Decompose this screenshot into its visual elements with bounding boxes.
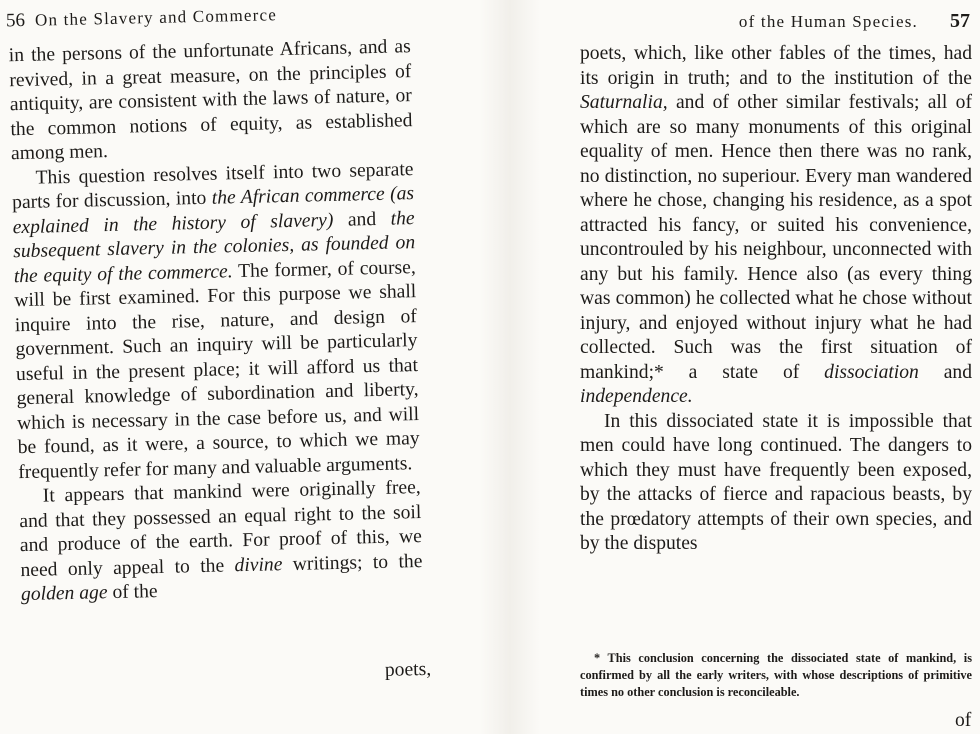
italic-run: dissociation <box>824 361 919 383</box>
paragraph <box>19 476 424 608</box>
footnote-text: This conclusion concerning the dissociated state of mankind, is confirmed by all the early writers, with whose descriptions of primitive times no other conclusion is reconcileable. <box>580 651 972 699</box>
left-catchword: poets, <box>384 658 432 681</box>
right-body-text <box>580 42 972 557</box>
footnote-mark: * <box>594 651 601 665</box>
left-running-head <box>6 1 401 32</box>
right-page <box>560 0 980 734</box>
italic-run: the African commerce (as explained in the history of slavery) <box>12 183 415 238</box>
text-run: and <box>333 208 391 231</box>
left-page <box>0 0 456 734</box>
text-run: The former, of course, will be first examined. For this purpose we shall inquire into the rise, nature, and design of government. Such an inquiry will be particularly useful in the present place; it will afford us that general knowledge of subordination and liberty, which is necessary in the case before us, and will be found, as it were, a source, to which we may frequently refer for many and valuable arguments. <box>14 256 420 483</box>
left-body-text <box>9 35 424 607</box>
paragraph: in the persons of the unfortunate Africans, and as revived, in a great measure, on the principles of antiquity, are consistent with the laws of nature, or the common notions of equity, as established among men. <box>8 36 413 165</box>
italic-run: independence. <box>580 386 693 407</box>
book-gutter <box>480 0 540 734</box>
italic-run: divine <box>234 553 283 576</box>
right-running-head-title: of the Human Species. <box>738 12 918 31</box>
text-run: writings; to the <box>282 550 423 575</box>
paragraph <box>580 42 972 410</box>
text-run: of the <box>107 581 158 604</box>
text-run: and <box>918 361 972 383</box>
text-run: It appears that mankind were originally free, and that they possessed an equal right to the soil and produce of the earth. For proof of this, we need only appeal to the <box>19 477 423 581</box>
right-catchword: of <box>955 710 972 731</box>
paragraph <box>11 158 420 486</box>
right-page-number: 57 <box>950 10 970 32</box>
left-running-head-title: On the Slavery and Commerce <box>34 5 278 30</box>
italic-run: Saturnalia, <box>580 92 668 113</box>
text-run: and of other similar festivals; all of which are so many monuments of this original equality of men. Hence then there was no rank, no distinction, no superiour. Every man wandered where he chose, changing his residence, as a spot attracted his fancy, or suited his convenience, uncontrouled by his neighbour, unconnected with any but his family. Hence also (as every thing was common) he collected what he chose without injury, and enjoyed without injury what he had collected. Such was the first situation of mankind;* a state of <box>580 92 972 383</box>
left-page-number: 56 <box>5 9 26 32</box>
text-run: This question resolves itself into two separate parts for discussion, into <box>11 158 414 214</box>
right-running-head <box>615 10 970 33</box>
italic-run: the subsequent slavery in the colonies, as founded on the equity of the commerce. <box>13 207 416 287</box>
italic-run: golden age <box>20 582 108 606</box>
footnote <box>580 650 972 701</box>
paragraph: In this dissociated state it is impossible that men could have long continued. The dangers to which they must have frequently been exposed, by the attacks of fierce and rapacious beasts, by the prœdatory attempts of their own species, and by the disputes <box>580 410 972 554</box>
text-run: poets, which, like other fables of the times, had its origin in truth; and to the institution of the <box>580 43 972 89</box>
